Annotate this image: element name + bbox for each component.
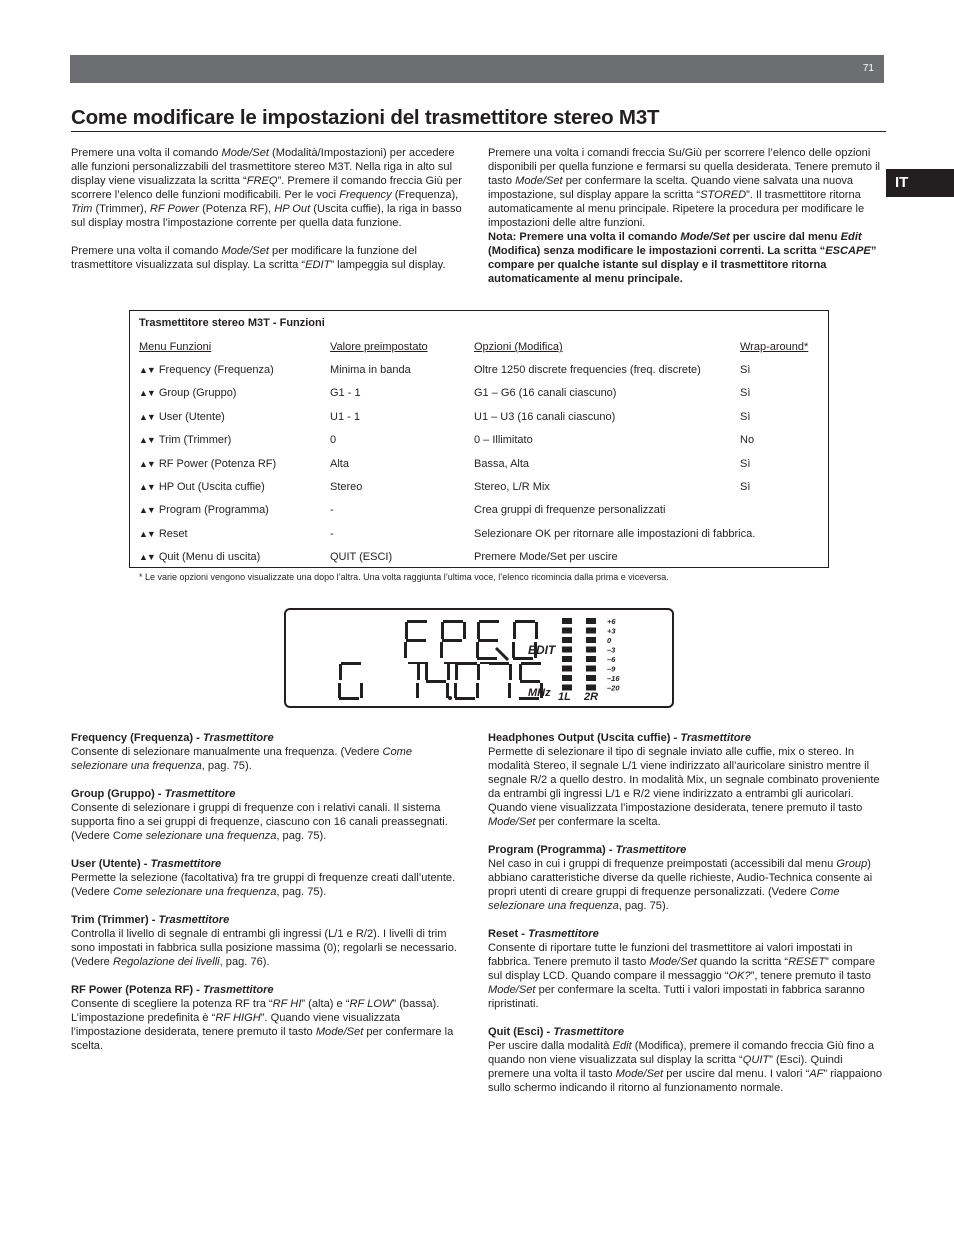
text-run: ” compare sul display LCD. Quando compare il messaggio “ xyxy=(488,956,876,982)
intro-left-column xyxy=(71,146,466,272)
text-run: Controlla il livello di segnale di entrambi gli ingressi (L/1 e R/2). I livelli di trim sono impostati in fabbrica sulla posizione massima (0); regolarli se necessario. (Vedere xyxy=(71,928,457,968)
meter-segment-right xyxy=(586,628,596,634)
lcd-segment xyxy=(441,622,444,639)
section-heading-role: Trasmettitore xyxy=(202,984,274,996)
text-run: Trim xyxy=(71,203,93,215)
table-cell xyxy=(139,528,188,540)
text-run: (Modifica), premere il comando freccia Giù fino a quando non viene visualizzata sul display la scritta “ xyxy=(488,1040,874,1066)
section-heading-role: Trasmettitore xyxy=(553,1026,625,1038)
table-cell: Sì xyxy=(740,387,751,400)
table-cell: G1 - 1 xyxy=(330,387,361,400)
text-run: ” (alta) e “ xyxy=(301,998,350,1010)
functions-table xyxy=(129,310,829,568)
lcd-segment xyxy=(515,620,535,623)
text-run: , pag. 75). xyxy=(618,900,669,912)
table-cell: - xyxy=(330,527,334,540)
meter-scale-label: –16 xyxy=(607,674,620,683)
table-cell: Sì xyxy=(740,457,751,470)
text-run: per uscire dal menu. I valori “ xyxy=(663,1068,810,1080)
text-run: Premere una volta il comando xyxy=(71,245,222,257)
lcd-segment xyxy=(405,622,408,639)
text-run: RF Power xyxy=(149,203,199,215)
text-run: ” (bassa). L’impostazione predefinita è “ xyxy=(71,998,440,1024)
text-run: Mode/Set xyxy=(615,1068,664,1080)
function-section xyxy=(71,983,466,1053)
text-run: QUIT xyxy=(742,1054,770,1066)
lcd-segment xyxy=(341,662,361,665)
lcd-segment xyxy=(416,683,419,698)
lcd-segment xyxy=(496,648,508,660)
function-name: RF Power (Potenza RF) xyxy=(158,457,277,470)
table-row xyxy=(130,364,828,380)
text-run: STORED xyxy=(700,189,747,201)
meter-scale-label: –6 xyxy=(607,655,616,664)
table-cell: U1 - 1 xyxy=(330,410,360,423)
text-run: RF LOW xyxy=(349,998,393,1010)
section-heading xyxy=(71,983,466,997)
table-cell xyxy=(139,411,225,423)
title-rule xyxy=(71,131,886,132)
meter-segment-left xyxy=(562,675,572,681)
intro-paragraph xyxy=(488,146,884,286)
text-run: ”. Il trasmettitore ritorna automaticamente al menu principale. Ripetere la procedura per modificare le impostazioni delle altre funzioni. xyxy=(488,189,865,229)
lcd-segment xyxy=(455,697,475,700)
lcd-segment xyxy=(457,662,477,665)
meter-segment-right xyxy=(586,685,596,691)
lcd-segment xyxy=(406,639,426,642)
text-run: per confermare la scelta. Tutti i valori impostati in fabbrica saranno ripristinati. xyxy=(488,984,865,1010)
text-run: (Modalità/Impostazioni) per accedere alle funzioni personalizzabili del trasmettitore stereo M3T. Nella riga in alto sul display viene visualizzata la scritta “ xyxy=(71,147,455,187)
header-bar xyxy=(70,55,884,83)
lcd-segment xyxy=(477,664,480,680)
meter-scale-label: –9 xyxy=(607,664,616,674)
text-run: AF xyxy=(809,1068,824,1080)
meter-segment-right xyxy=(586,647,596,653)
lcd-segment xyxy=(454,683,457,698)
table-row xyxy=(130,434,828,450)
table-cell: QUIT (ESCI) xyxy=(330,551,393,564)
up-down-arrows-icon: ▲▼ xyxy=(139,435,155,446)
meter-segment-left xyxy=(562,647,572,653)
section-heading-text: Group (Gruppo) - xyxy=(71,788,165,800)
function-section xyxy=(488,1025,886,1095)
function-name: User (Utente) xyxy=(158,410,225,423)
text-run: FREQ xyxy=(246,175,278,187)
section-heading-text: Program (Programma) - xyxy=(488,844,616,856)
section-body xyxy=(71,997,466,1053)
text-run: Mode/Set xyxy=(221,147,269,159)
lcd-segment xyxy=(407,620,427,623)
text-run: Mode/Set xyxy=(649,956,697,968)
table-cell: - xyxy=(330,504,334,517)
meter-segment-left xyxy=(562,685,572,691)
section-heading xyxy=(488,1025,886,1039)
text-run: Consente di riportare tutte le funzioni del trasmettitore ai valori impostati in fabbrica. Tenere premuto il tasto xyxy=(488,942,853,968)
text-run: ” lampeggia sul display. xyxy=(330,259,446,271)
up-down-arrows-icon: ▲▼ xyxy=(139,365,155,375)
text-run: Regolazione dei livelli xyxy=(112,956,220,968)
text-run: ”. Premere il comando freccia Giù per scorrere l’elenco delle funzioni modificabili. Per le voci xyxy=(71,175,462,201)
function-section xyxy=(488,927,886,1011)
lcd-segment xyxy=(339,664,342,680)
lcd-segment xyxy=(404,642,407,658)
lcd-segment xyxy=(417,664,420,680)
meter-channel-label: 2R xyxy=(584,691,599,703)
function-section xyxy=(488,843,886,913)
lcd-segment xyxy=(426,680,446,683)
section-heading xyxy=(488,927,886,941)
function-name: Group (Gruppo) xyxy=(158,387,237,400)
table-row xyxy=(130,504,828,520)
table-row xyxy=(130,528,828,544)
section-heading xyxy=(71,731,466,745)
section-heading-role: Trasmettitore xyxy=(150,858,222,870)
text-run: Mode/Set xyxy=(515,175,563,187)
text-run: Come selezionare una frequenza xyxy=(112,886,277,898)
text-run: quando la scritta “ xyxy=(696,956,789,968)
lcd-segment xyxy=(508,683,511,698)
table-cell: Bassa, Alta xyxy=(474,457,530,470)
table-cell: Oltre 1250 discrete frequencies (freq. discrete) xyxy=(474,364,701,376)
table-row xyxy=(130,551,828,567)
section-heading-text: Quit (Esci) - xyxy=(488,1026,554,1038)
text-run: per confermare la scelta. xyxy=(71,1026,454,1052)
meter-segment-left xyxy=(562,656,572,662)
lcd-segment xyxy=(408,662,428,664)
lcd-segment xyxy=(440,642,443,658)
text-run: ” compare per qualche istante sul display e il trasmettitore ritorna automaticamente al menu principale. xyxy=(488,245,877,285)
text-run: (Uscita cuffie), la riga in basso sul display mostra l’impostazione corrente per quella data funzione. xyxy=(71,203,462,229)
table-cell xyxy=(139,458,276,470)
section-heading-role: Trasmettitore xyxy=(202,732,274,744)
table-cell: No xyxy=(740,434,755,447)
text-run: RESET xyxy=(788,956,826,968)
section-body xyxy=(488,857,886,913)
text-run: Mode/Set xyxy=(488,816,536,828)
section-body xyxy=(71,801,466,843)
section-heading xyxy=(71,857,466,871)
text-run: Come selezionare una frequenza xyxy=(71,746,413,772)
table-row xyxy=(130,387,828,403)
function-name: Frequency (Frequenza) xyxy=(158,364,274,376)
section-body xyxy=(488,1039,886,1095)
text-run: Premere una volta i comandi freccia Su/Giù per scorrere l’elenco delle opzioni disponibili per quella funzione e fermarsi su quella desiderata. Tenere premuto il tasto xyxy=(488,147,881,187)
lcd-segment xyxy=(513,657,533,660)
text-run: Nota: Premere una volta il comando xyxy=(488,231,681,243)
text-run: (Trimmer), xyxy=(92,203,150,215)
section-heading-role: Trasmettitore xyxy=(528,928,599,940)
text-run: per uscire dal menu xyxy=(729,231,841,243)
text-run: Per uscire dalla modalità xyxy=(488,1040,613,1052)
text-run: Permette di selezionare il tipo di segnale inviato alle cuffie, mix o stereo. In modalità Stereo, il segnale L/1 viene indirizzato all’auricolare sinistro mentre il segnale R/2 a quello destro. In modalità Mix, un segnale combinato proveniente da entrambi gli ingressi L/1 e R/2 viene indirizzato a entrambi gli auricolari. Quando viene visualizzata l’impostazione desiderata, tenere premuto il tasto xyxy=(488,746,880,814)
text-run: (Potenza RF), xyxy=(199,203,275,215)
text-run: Group xyxy=(836,858,868,870)
section-body xyxy=(488,745,886,829)
table-cell xyxy=(139,434,231,446)
lcd-segment xyxy=(477,657,497,660)
table-cell: Stereo, L/R Mix xyxy=(474,481,550,493)
up-down-arrows-icon: ▲▼ xyxy=(139,411,155,422)
section-heading-role: Trasmettitore xyxy=(158,914,230,926)
function-section xyxy=(488,731,886,829)
lcd-segment xyxy=(478,639,498,642)
table-cell xyxy=(139,481,265,493)
text-run: ome selezionare una frequenza xyxy=(120,830,277,842)
section-body xyxy=(71,745,466,773)
lcd-segment xyxy=(360,683,363,698)
section-heading xyxy=(488,843,886,857)
text-run: , pag. 76). xyxy=(219,956,270,968)
sections-left-column xyxy=(71,731,466,1053)
language-tab: IT xyxy=(886,169,954,197)
table-cell: Alta xyxy=(330,457,349,470)
lcd-edit-label: EDIT xyxy=(528,643,556,657)
lcd-segment xyxy=(442,639,462,642)
text-run: Mode/Set xyxy=(488,984,536,996)
lcd-segment xyxy=(455,664,458,680)
function-section xyxy=(71,787,466,843)
text-run: Mode/Set xyxy=(315,1026,364,1038)
lcd-segment xyxy=(443,620,463,623)
section-heading-text: Frequency (Frequenza) - xyxy=(71,732,203,744)
lcd-segment xyxy=(489,662,509,665)
lcd-decimal-point xyxy=(448,696,452,700)
meter-scale-label: +6 xyxy=(607,617,616,626)
text-run: ) abbiano caratteristiche diverse da quelle richieste, Audio-Technica consente ai propri utenti di creare gruppi di frequenze personalizzati. (Vedere xyxy=(488,858,873,898)
table-cell xyxy=(139,551,260,563)
text-run: , pag. 75). xyxy=(276,830,327,842)
text-run: EDIT xyxy=(305,259,331,271)
function-name: Program (Programma) xyxy=(158,504,269,517)
function-section xyxy=(71,913,466,969)
section-heading-text: RF Power (Potenza RF) - xyxy=(71,984,203,996)
section-heading-text: Headphones Output (Uscita cuffie) - xyxy=(488,732,681,744)
table-cell: Sì xyxy=(740,364,751,376)
column-header: Valore preimpostato xyxy=(330,341,428,353)
table-cell: U1 – U3 (16 canali ciascuno) xyxy=(474,410,616,423)
section-heading xyxy=(71,787,466,801)
column-header: Wrap-around* xyxy=(740,341,809,353)
section-heading-role: Trasmettitore xyxy=(615,844,687,856)
text-run: per modificare la funzione del trasmettitore visualizzata sul display. La scritta “ xyxy=(71,245,417,271)
page-title: Come modificare le impostazioni del trasmettitore stereo M3T xyxy=(71,106,660,129)
section-body xyxy=(71,871,466,899)
text-run: Nel caso in cui i gruppi di frequenze preimpostati (accessibili dal menu xyxy=(488,858,837,870)
intro-paragraph xyxy=(71,244,466,272)
table-cell: Premere Mode/Set per uscire xyxy=(474,551,618,564)
table-row xyxy=(130,481,828,497)
meter-scale-label: –20 xyxy=(607,683,620,693)
lcd-segment xyxy=(463,622,466,639)
lcd-segment xyxy=(519,664,522,680)
function-name: Reset xyxy=(158,527,188,540)
meter-segment-right xyxy=(586,618,596,624)
lcd-segment xyxy=(512,642,515,658)
lcd-segment xyxy=(446,683,449,698)
up-down-arrows-icon: ▲▼ xyxy=(139,388,155,399)
meter-segment-right xyxy=(586,637,596,643)
table-footnote: * Le varie opzioni vengono visualizzate una dopo l’altra. Una volta raggiunta l’ultima voce, l’elenco ricomincia dalla prima e viceversa. xyxy=(139,572,669,582)
table-row xyxy=(130,411,828,427)
text-run: ”, tenere premuto il tasto xyxy=(750,970,871,982)
table-header-row xyxy=(130,341,828,357)
lcd-segment xyxy=(513,622,516,639)
text-run: ” (Esci). Quindi premere una volta il tasto xyxy=(488,1054,843,1080)
lcd-segment xyxy=(339,697,359,700)
meter-scale-label: 0 xyxy=(607,636,612,645)
meter-segment-right xyxy=(586,656,596,662)
section-heading-text: Reset - xyxy=(488,928,529,940)
section-heading xyxy=(488,731,886,745)
text-run: OK? xyxy=(728,970,751,982)
text-run: ” riappaiono sullo schermo indicando il ritorno al funzionamento normale. xyxy=(488,1068,883,1094)
column-header: Opzioni (Modifica) xyxy=(474,341,563,353)
meter-channel-label: 1L xyxy=(558,691,571,703)
text-run: Edit xyxy=(612,1040,632,1052)
meter-segment-left xyxy=(562,637,572,643)
text-run: Consente di selezionare manualmente una frequenza. (Vedere xyxy=(71,746,383,758)
text-run: RF HIGH xyxy=(215,1012,261,1024)
page-number: 71 xyxy=(862,63,874,74)
text-run: HP Out xyxy=(274,203,311,215)
section-body xyxy=(71,927,466,969)
text-run: Consente di scegliere la potenza RF tra “ xyxy=(71,998,273,1010)
lcd-svg xyxy=(286,610,672,706)
text-run: , pag. 75). xyxy=(201,760,252,772)
lcd-segment xyxy=(479,620,499,623)
sections-right-column xyxy=(488,731,886,1095)
section-heading-text: Trim (Trimmer) - xyxy=(71,914,159,926)
lcd-segment xyxy=(476,683,479,698)
section-heading-role: Trasmettitore xyxy=(680,732,752,744)
intro-right-column xyxy=(488,146,884,286)
function-section xyxy=(71,857,466,899)
text-run: per confermare la scelta. xyxy=(535,816,661,828)
lcd-segment xyxy=(477,622,480,639)
lcd-display xyxy=(284,608,674,708)
meter-scale-label: –3 xyxy=(607,645,616,655)
table-cell: 0 – Illimitato xyxy=(474,434,533,447)
table-cell: Stereo xyxy=(330,481,363,493)
up-down-arrows-icon: ▲▼ xyxy=(139,505,155,516)
meter-segment-right xyxy=(586,666,596,672)
function-name: Quit (Menu di uscita) xyxy=(158,551,261,564)
table-row xyxy=(130,458,828,474)
table-cell xyxy=(139,504,269,516)
text-run: (Modifica) senza modificare le impostazioni correnti. La scritta “ xyxy=(488,245,826,257)
table-cell: Crea gruppi di frequenze personalizzati xyxy=(474,504,666,517)
up-down-arrows-icon: ▲▼ xyxy=(139,552,155,563)
table-cell: Sì xyxy=(740,410,751,423)
function-section xyxy=(71,731,466,773)
lcd-segment xyxy=(338,683,341,698)
text-run: Frequency xyxy=(339,189,392,201)
meter-segment-left xyxy=(562,618,572,624)
lcd-segment xyxy=(535,622,538,639)
table-cell: Selezionare OK per ritornare alle impostazioni di fabbrica. xyxy=(474,527,756,540)
section-heading xyxy=(71,913,466,927)
intro-paragraph xyxy=(71,146,466,230)
table-title: Trasmettitore stereo M3T - Funzioni xyxy=(139,317,325,329)
text-run: Edit xyxy=(840,231,862,243)
text-run: ESCAPE xyxy=(825,245,871,257)
text-run: (Frequenza), xyxy=(391,189,459,201)
text-run: Permette la selezione (facoltativa) fra tre gruppi di frequenze creati dall’utente. (Vedere xyxy=(71,872,456,898)
text-run: RF HI xyxy=(272,998,302,1010)
lcd-mhz-label: MHz xyxy=(528,687,551,699)
table-cell: 0 xyxy=(330,434,337,447)
up-down-arrows-icon: ▲▼ xyxy=(139,458,155,469)
text-run: , pag. 75). xyxy=(276,886,327,898)
lcd-segment xyxy=(447,664,450,680)
function-name: Trim (Trimmer) xyxy=(158,434,232,447)
section-heading-text: User (Utente) - xyxy=(71,858,151,870)
text-run: Come selezionare una frequenza xyxy=(488,886,840,912)
meter-segment-left xyxy=(562,666,572,672)
lcd-segment xyxy=(509,664,512,680)
up-down-arrows-icon: ▲▼ xyxy=(139,482,155,492)
text-run: Mode/Set xyxy=(221,245,269,257)
meter-segment-left xyxy=(562,628,572,634)
table-cell: G1 – G6 (16 canali ciascuno) xyxy=(474,387,617,400)
text-run: Premere una volta il comando xyxy=(71,147,222,159)
text-run: ”. Quando viene visualizzata l’impostazione desiderata, tenere premuto il tasto xyxy=(71,1012,401,1038)
table-cell: Minima in banda xyxy=(330,364,411,376)
function-name: HP Out (Uscita cuffie) xyxy=(158,481,265,493)
text-run: per confermare la scelta. Quando viene salvata una nuova impostazione, sul display appare la scritta “ xyxy=(488,175,854,201)
up-down-arrows-icon: ▲▼ xyxy=(139,528,155,539)
section-heading-role: Trasmettitore xyxy=(164,788,236,800)
lcd-segment xyxy=(425,664,428,680)
table-cell xyxy=(139,364,274,376)
text-run: Consente di selezionare i gruppi di frequenze con i relativi canali. Il sistema supporta fino a sei gruppi di frequenze, ciascuno con 16 canali preassegnati. (Vedere C xyxy=(71,802,448,842)
lcd-segment xyxy=(521,662,541,665)
table-cell xyxy=(139,387,236,399)
text-run: Mode/Set xyxy=(680,231,730,243)
section-body xyxy=(488,941,886,1011)
meter-scale-label: +3 xyxy=(607,626,616,636)
table-cell: Sì xyxy=(740,481,751,493)
lcd-segment xyxy=(520,680,540,683)
lcd-segment xyxy=(476,642,479,658)
meter-segment-right xyxy=(586,675,596,681)
column-header: Menu Funzioni xyxy=(139,341,212,353)
